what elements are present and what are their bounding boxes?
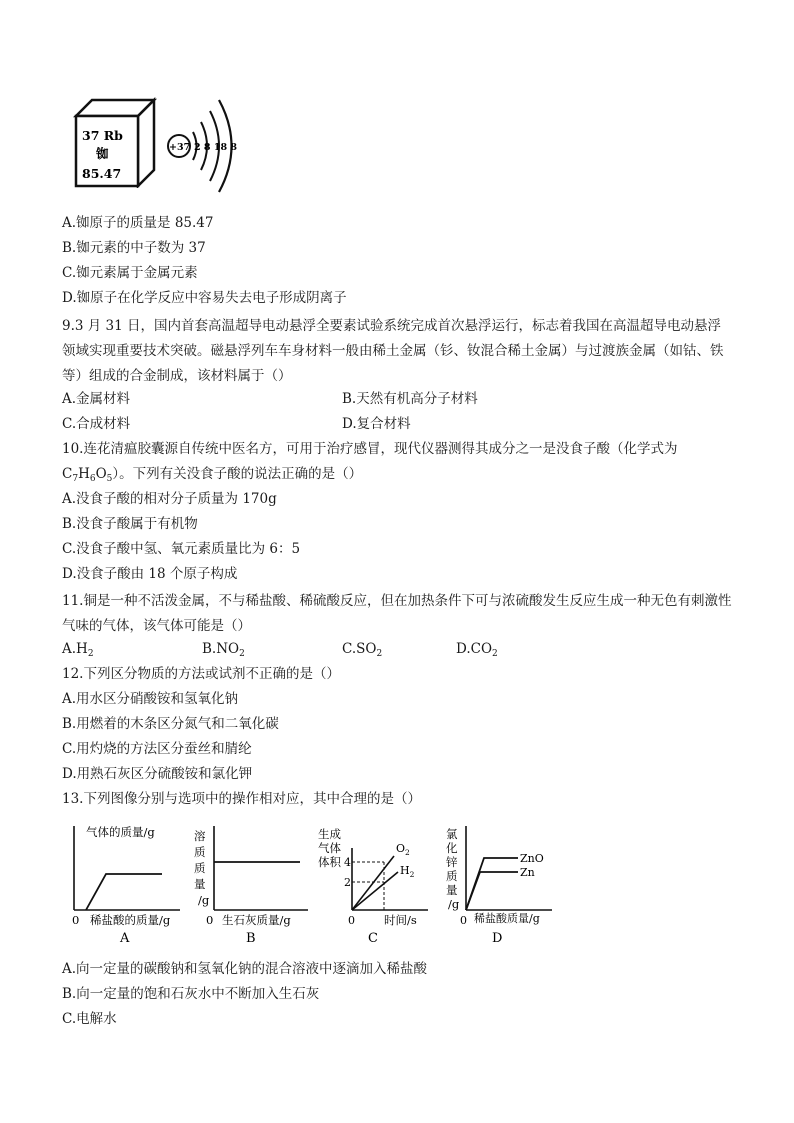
q11-option-b-text: B.NO bbox=[202, 641, 240, 657]
formula-c-sub: 7 bbox=[72, 474, 79, 484]
q11-option-d bbox=[456, 639, 498, 659]
graph-d-ylabel-5: 量 bbox=[446, 883, 458, 897]
graph-b bbox=[194, 826, 308, 946]
graph-c-tick-low: 2 bbox=[344, 876, 351, 889]
q10-option-a: A.没食子酸的相对分子质量为 170g bbox=[62, 491, 277, 507]
graph-c-caption: C bbox=[368, 931, 378, 946]
q9-stem: 9.3 月 31 日，国内首套高温超导电动悬浮全要素试验系统完成首次悬浮运行，标志着我国在高温超导电动悬浮领域实现重要技术突破。磁悬浮列车车身材料一般由稀土金属（钐、钕混合稀土金属）与过渡族金属（如钴、铁等）组成的合金制成，该材料属于（） bbox=[62, 318, 724, 384]
q8-option-c: C.铷元素属于金属元素 bbox=[62, 265, 198, 281]
graph-c-xlabel: 时间/s bbox=[384, 913, 417, 927]
graph-d-ylabel-4: 质 bbox=[446, 869, 458, 883]
q8-option-a: A.铷原子的质量是 85.47 bbox=[62, 215, 214, 231]
graph-b-ylabel-3: 质 bbox=[194, 861, 206, 875]
graph-b-ylabel-1: 溶 bbox=[194, 829, 206, 843]
q10-stem-line2 bbox=[62, 464, 362, 484]
graph-c-series-bottom-sub: 2 bbox=[409, 870, 415, 879]
formula-h: H bbox=[78, 466, 90, 482]
element-name: 铷 bbox=[96, 146, 109, 161]
graph-a bbox=[72, 825, 180, 946]
q8-option-d: D.铷原子在化学反应中容易失去电子形成阴离子 bbox=[62, 290, 347, 306]
graph-d-zno-line bbox=[466, 858, 518, 910]
q10-stem-line1: 10.连花清瘟胶囊源自传统中医名方，可用于治疗感冒，现代仪器测得其成分之一是没食子酸（化学式为 bbox=[62, 441, 678, 457]
q11-stem: 11.铜是一种不活泼金属，不与稀盐酸、稀硫酸反应，但在加热条件下可与浓硫酸发生反应生成一种无色有刺激性气味的气体，该气体可能是（） bbox=[62, 593, 732, 634]
graph-d-xlabel: 稀盐酸质量/g bbox=[474, 912, 540, 925]
graph-a-origin: 0 bbox=[72, 913, 80, 927]
graph-b-ylabel-2: 质 bbox=[194, 845, 206, 859]
q10-option-d: D.没食子酸由 18 个原子构成 bbox=[62, 566, 238, 582]
graph-c-ylabel-2: 气体 bbox=[318, 841, 341, 855]
graph-a-xlabel: 稀盐酸的质量/g bbox=[90, 913, 171, 927]
q10-option-b: B.没食子酸属于有机物 bbox=[62, 516, 198, 532]
graph-c bbox=[318, 827, 428, 946]
graph-d-ylabel-3: 锌 bbox=[446, 855, 458, 869]
q13-stem: 13.下列图像分别与选项中的操作相对应，其中合理的是（） bbox=[62, 791, 421, 807]
graph-c-origin: 0 bbox=[348, 914, 355, 927]
q11-option-a bbox=[62, 639, 94, 659]
q11-option-c-sub: 2 bbox=[376, 649, 383, 659]
q12-option-d: D.用熟石灰区分硫酸铵和氯化钾 bbox=[62, 766, 253, 782]
graph-a-line bbox=[86, 874, 162, 910]
graph-d-series-top: ZnO bbox=[520, 852, 544, 865]
formula-o-sub: 5 bbox=[106, 474, 113, 484]
graph-c-h2-line bbox=[352, 872, 398, 910]
graph-d-ylabel-6: /g bbox=[448, 897, 460, 911]
q9-option-c: C.合成材料 bbox=[62, 416, 131, 432]
q9-option-b: B.天然有机高分子材料 bbox=[342, 391, 478, 407]
rubidium-atom-structure-diagram bbox=[162, 94, 246, 202]
graph-b-ylabel-5: /g bbox=[198, 893, 210, 907]
graph-c-series-top-text: O bbox=[396, 842, 406, 855]
formula-h-sub: 6 bbox=[89, 474, 96, 484]
q11-option-b bbox=[202, 639, 245, 659]
q13-graphs bbox=[62, 818, 562, 952]
graph-d bbox=[446, 826, 552, 946]
electron-shells: 2 8 18 8 bbox=[194, 142, 237, 153]
formula-c: C bbox=[62, 466, 73, 482]
q11-option-c-text: C.SO bbox=[342, 641, 377, 657]
q11-option-a-sub: 2 bbox=[87, 649, 94, 659]
graph-c-series-bottom-text: H bbox=[400, 864, 410, 877]
graph-a-caption: A bbox=[120, 931, 130, 946]
graph-c-series-top bbox=[396, 842, 410, 857]
graph-c-ylabel-3: 体积 bbox=[318, 855, 341, 869]
q9-option-a: A.金属材料 bbox=[62, 391, 131, 407]
graph-c-series-top-sub: 2 bbox=[405, 848, 410, 857]
nucleus-charge: +37 bbox=[169, 142, 191, 153]
q10-stem-tail: ）。下列有关没食子酸的说法正确的是（） bbox=[112, 466, 363, 482]
formula-o: O bbox=[95, 466, 107, 482]
q13-option-b: B.向一定量的饱和石灰水中不断加入生石灰 bbox=[62, 986, 320, 1002]
q12-option-a: A.用水区分硝酸铵和氢氧化钠 bbox=[62, 691, 239, 707]
q9-option-d: D.复合材料 bbox=[342, 416, 411, 432]
graph-d-zn-line bbox=[466, 872, 518, 910]
graph-c-tick-high: 4 bbox=[344, 856, 351, 869]
graph-c-o2-line bbox=[352, 856, 394, 910]
graph-a-ylabel: 气体的质量/g bbox=[86, 825, 155, 839]
graph-b-caption: B bbox=[246, 931, 256, 946]
graph-d-caption: D bbox=[492, 931, 503, 946]
graph-b-ylabel-4: 量 bbox=[194, 877, 206, 891]
q12-stem: 12.下列区分物质的方法或试剂不正确的是（） bbox=[62, 666, 340, 682]
graph-c-series-bottom bbox=[400, 864, 415, 879]
q12-option-c: C.用灼烧的方法区分蚕丝和腈纶 bbox=[62, 741, 252, 757]
graph-c-ylabel-1: 生成 bbox=[318, 827, 341, 841]
q11-option-a-text: A.H bbox=[62, 641, 88, 657]
element-mass: 85.47 bbox=[82, 166, 122, 181]
q8-option-b: B.铷元素的中子数为 37 bbox=[62, 240, 206, 256]
q11-option-d-sub: 2 bbox=[492, 649, 498, 659]
element-number-symbol: 37 Rb bbox=[82, 128, 123, 143]
graph-d-origin: 0 bbox=[460, 914, 467, 927]
graph-d-ylabel-1: 氯 bbox=[446, 827, 458, 841]
rubidium-element-card bbox=[72, 92, 162, 192]
graph-d-series-bottom: Zn bbox=[520, 866, 535, 879]
graph-b-origin: 0 bbox=[206, 913, 214, 927]
q13-option-c: C.电解水 bbox=[62, 1011, 117, 1027]
q11-option-d-text: D.CO bbox=[456, 641, 493, 657]
q11-option-c bbox=[342, 639, 382, 659]
q13-option-a: A.向一定量的碳酸钠和氢氧化钠的混合溶液中逐滴加入稀盐酸 bbox=[62, 961, 428, 977]
graph-d-ylabel-2: 化 bbox=[446, 841, 458, 855]
graph-b-xlabel: 生石灰质量/g bbox=[222, 913, 291, 927]
q10-option-c: C.没食子酸中氢、氧元素质量比为 6：5 bbox=[62, 541, 301, 557]
q12-option-b: B.用燃着的木条区分氮气和二氧化碳 bbox=[62, 716, 279, 732]
q11-option-b-sub: 2 bbox=[239, 649, 245, 659]
